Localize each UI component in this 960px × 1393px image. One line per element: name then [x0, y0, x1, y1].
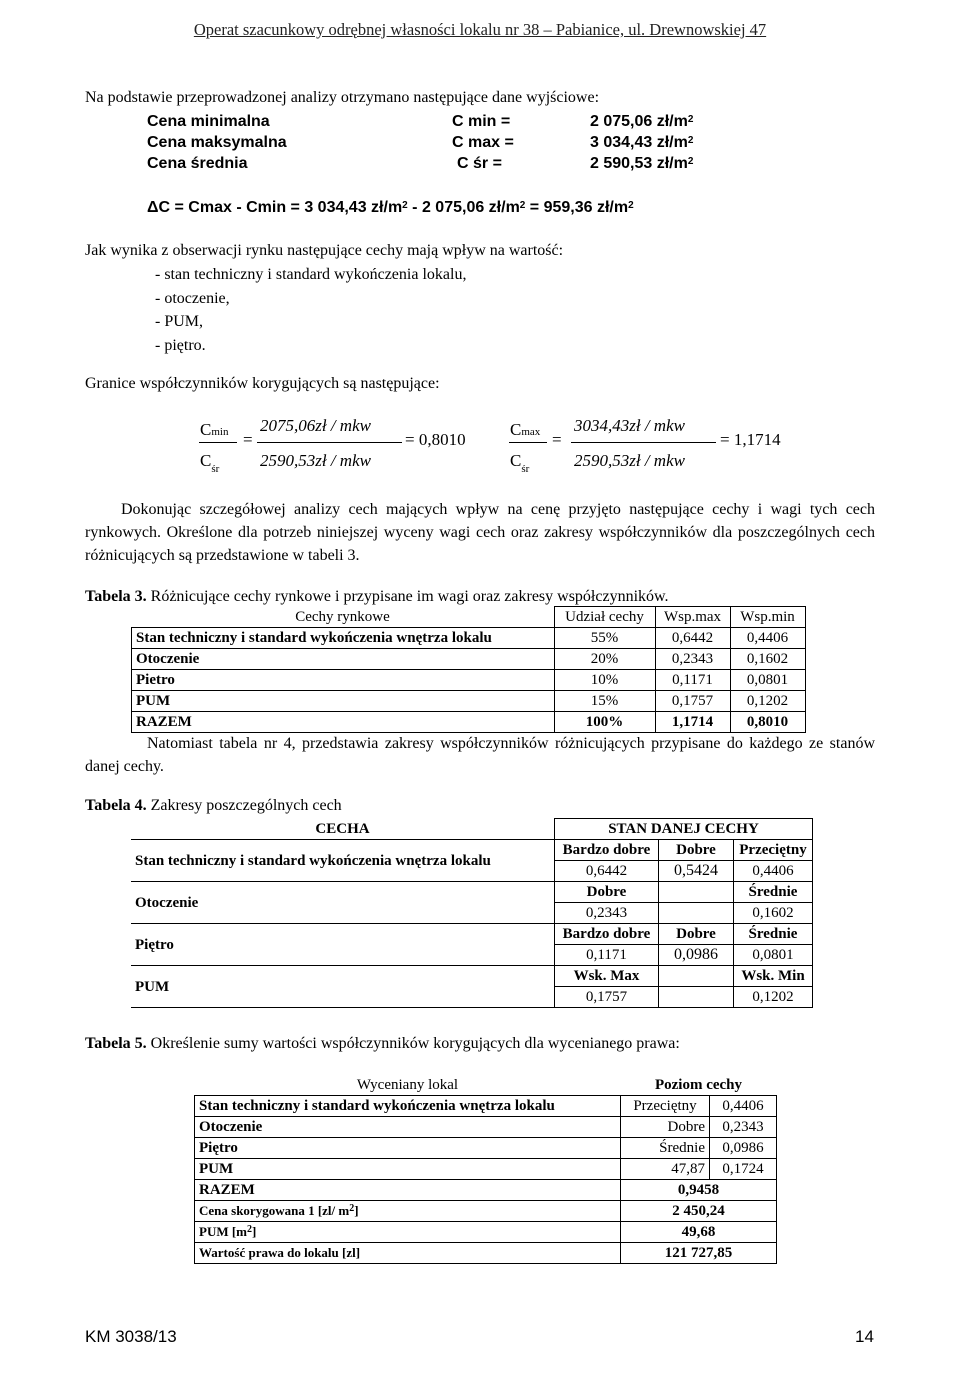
feature-item: - otoczenie,	[155, 290, 230, 307]
table5-cell: Otoczenie	[195, 1117, 621, 1138]
table3-cell: 0,1202	[730, 691, 805, 712]
table3-cell: 15%	[554, 691, 655, 712]
table5-header-lokal: Wyceniany lokal	[195, 1075, 621, 1096]
table3-cell: RAZEM	[132, 712, 555, 733]
table5-cell: 0,4406	[710, 1096, 777, 1117]
table-row	[195, 1096, 777, 1117]
table-row	[131, 966, 813, 987]
table5-razem-label: RAZEM	[195, 1180, 621, 1201]
table3-header: Wsp.min	[730, 607, 805, 628]
price-min-label: Cena minimalna	[147, 113, 270, 130]
table-row	[195, 1117, 777, 1138]
formula1-bar	[257, 442, 402, 443]
table4-state-label: Dobre	[659, 924, 734, 945]
price-avg-value: 2 590,53 $zł/m^2$	[590, 155, 694, 172]
table5-cell: 0,0986	[710, 1138, 777, 1159]
table5-cell: Przeciętny	[621, 1096, 710, 1117]
formula1-c-bot: $C_{śr}$	[200, 451, 220, 475]
intro-text: Na podstawie przeprowadzonej analizy otrzymano następujące dane wyjściowe:	[85, 89, 600, 106]
table4-intro-paragraph: Natomiast tabela nr 4, przedstawia zakresy współczynników różnicujących przypisane do każdego ze stanów danej cechy.	[85, 735, 875, 775]
table5-cell: Stan techniczny i standard wykończenia wnętrza lokalu	[195, 1096, 621, 1117]
formula1-eq: =	[243, 430, 253, 449]
table4-state-value: 0,0801	[734, 945, 813, 966]
table5	[194, 1075, 777, 1264]
table4-state-value: 0,4406	[734, 861, 813, 882]
table3-cell: 0,1171	[655, 670, 730, 691]
table-row	[131, 819, 813, 840]
table5-summary-label: Cena skorygowana 1 [zl/ $m^2$]	[195, 1201, 621, 1222]
price-avg-label: Cena średnia	[147, 155, 248, 172]
table3	[131, 606, 806, 733]
feature-item: - PUM,	[155, 313, 204, 330]
table4-state-label	[659, 966, 734, 987]
formula1-result: = 0,8010	[405, 430, 466, 449]
table4-feature-name: PUM	[131, 966, 555, 1008]
table5-summary-label: Wartość prawa do lokalu [zl]	[195, 1243, 621, 1264]
table4	[131, 818, 813, 1008]
table3-cell: 0,4406	[730, 628, 805, 649]
granice-text: Granice współczynników korygujących są następujące:	[85, 375, 440, 392]
table3-cell: 0,6442	[655, 628, 730, 649]
formula1-numerator: 2075,06zł / mkw	[260, 416, 371, 435]
table4-state-value: 0,1602	[734, 903, 813, 924]
table4-state-label: Wsk. Max	[555, 966, 659, 987]
table4-state-value: 0,6442	[555, 861, 659, 882]
table4-feature-name: Otoczenie	[131, 882, 555, 924]
table-row	[195, 1075, 777, 1096]
table4-state-value: 0,5424	[659, 861, 734, 882]
table3-caption: Tabela 3. Różnicujące cechy rynkowe i przypisane im wagi oraz zakresy współczynników.	[85, 588, 669, 605]
table5-cell: 47,87	[621, 1159, 710, 1180]
table5-summary-value: 2 450,24	[621, 1201, 777, 1222]
table4-state-label: Średnie	[734, 924, 813, 945]
table3-cell: 0,2343	[655, 649, 730, 670]
price-avg-symbol: C śr =	[457, 155, 502, 172]
table5-summary-label: PUM $[m^2]$	[195, 1222, 621, 1243]
table5-cell: 0,1724	[710, 1159, 777, 1180]
table4-state-value: 0,0986	[659, 945, 734, 966]
table4-caption: Tabela 4. Zakresy poszczególnych cech	[85, 797, 342, 814]
features-intro: Jak wynika z obserwacji rynku następujące cechy mają wpływ na wartość:	[85, 242, 564, 259]
page-header: Operat szacunkowy odrębnej własności lokalu nr 38 – Pabianice, ul. Drewnowskiej 47	[193, 20, 767, 39]
table3-cell: 10%	[554, 670, 655, 691]
table4-state-label: Przeciętny	[734, 840, 813, 861]
table-row	[131, 882, 813, 903]
price-min-value: 2 075,06 $zł/m^2$	[590, 113, 694, 130]
table3-cell: Otoczenie	[132, 649, 555, 670]
table-row	[132, 691, 806, 712]
formula2-c-bot: $C_{śr}$	[510, 451, 530, 475]
table-row	[132, 649, 806, 670]
table3-cell: 20%	[554, 649, 655, 670]
table3-cell: Pietro	[132, 670, 555, 691]
table5-caption: Tabela 5. Określenie sumy wartości współczynników korygujących dla wycenianego prawa:	[85, 1035, 680, 1052]
price-min-symbol: C min =	[452, 113, 511, 130]
table-row	[132, 712, 806, 733]
table4-state-label: Wsk. Min	[734, 966, 813, 987]
table5-cell: Piętro	[195, 1138, 621, 1159]
formula1-denominator: 2590,53zł / mkw	[260, 451, 371, 470]
table-row	[195, 1222, 777, 1243]
formula2-numerator: 3034,43zł / mkw	[574, 416, 685, 435]
table3-header: Cechy rynkowe	[295, 608, 390, 625]
table3-cell: 0,0801	[730, 670, 805, 691]
table5-summary-value: 49,68	[621, 1222, 777, 1243]
table5-cell: 0,2343	[710, 1117, 777, 1138]
table4-state-value: 0,1171	[555, 945, 659, 966]
formula1-left-bar	[199, 442, 237, 443]
table-row	[131, 924, 813, 945]
table3-cell: PUM	[132, 691, 555, 712]
table4-feature-name: Piętro	[131, 924, 555, 966]
table4-state-value	[659, 987, 734, 1008]
table5-summary-value: 121 727,85	[621, 1243, 777, 1264]
table-row	[195, 1138, 777, 1159]
table4-state-value: 0,1202	[734, 987, 813, 1008]
price-max-symbol: C max =	[452, 134, 514, 151]
analysis-paragraph: Dokonując szczegółowej analizy cech mających wpływ na cenę przyjęto następujące cechy i wagi tych cech rynkowych. Określone dla potrzeb niniejszej wyceny wagi cech oraz zakresy współczynników dla poszczególnych cech różnicujących są przedstawione w tabeli 3.	[85, 501, 875, 564]
footer-doc-number: KM 3038/13	[85, 1327, 177, 1346]
formula2-c-top: Cmax	[510, 420, 541, 439]
table-row	[195, 1201, 777, 1222]
table3-cell: 0,8010	[730, 712, 805, 733]
table4-state-label	[659, 882, 734, 903]
feature-item: - stan techniczny i standard wykończenia lokalu,	[155, 266, 467, 283]
table5-razem-value: 0,9458	[621, 1180, 777, 1201]
table4-header-stan: STAN DANEJ CECHY	[555, 819, 813, 840]
price-max-value: 3 034,43 $zł/m^2$	[590, 134, 694, 151]
table4-state-label: Bardzo dobre	[555, 840, 659, 861]
table-row	[195, 1159, 777, 1180]
footer-page-number: 14	[855, 1327, 874, 1346]
delta-line: ΔC = Cmax - Cmin = 3 034,43 $zł/m^2 - 2$ 075,06 $zł/m^2 = 959,36$ $zł/m^2$	[147, 199, 634, 216]
table-row	[195, 1243, 777, 1264]
formula2-left-bar	[509, 442, 547, 443]
feature-item: - piętro.	[155, 337, 206, 354]
table4-state-value	[659, 903, 734, 924]
formula2-result: = 1,1714	[720, 430, 781, 449]
table5-cell: Dobre	[621, 1117, 710, 1138]
table3-cell: 0,1602	[730, 649, 805, 670]
table4-state-value: 0,2343	[555, 903, 659, 924]
table4-state-label: Bardzo dobre	[555, 924, 659, 945]
table5-cell: Średnie	[621, 1138, 710, 1159]
table4-feature-name: Stan techniczny i standard wykończenia wnętrza lokalu	[131, 840, 555, 882]
table-row	[131, 840, 813, 861]
table4-header-cecha: CECHA	[131, 819, 555, 840]
table-row	[132, 607, 806, 628]
table3-cell: 55%	[554, 628, 655, 649]
table-row	[132, 670, 806, 691]
formula2-denominator: 2590,53zł / mkw	[574, 451, 685, 470]
table-row	[132, 628, 806, 649]
table3-cell: Stan techniczny i standard wykończenia wnętrza lokalu	[132, 628, 555, 649]
table-row	[195, 1180, 777, 1201]
table4-state-label: Średnie	[734, 882, 813, 903]
table3-cell: 100%	[554, 712, 655, 733]
price-max-label: Cena maksymalna	[147, 134, 287, 151]
formula1-c-top: Cmin	[200, 420, 229, 439]
table3-cell: 1,1714	[655, 712, 730, 733]
table3-header: Udział cechy	[554, 607, 655, 628]
formula2-eq: =	[552, 430, 562, 449]
table4-state-value: 0,1757	[555, 987, 659, 1008]
table4-state-label: Dobre	[555, 882, 659, 903]
formula2-bar	[571, 442, 716, 443]
table5-cell: PUM	[195, 1159, 621, 1180]
table3-header: Wsp.max	[655, 607, 730, 628]
table4-state-label: Dobre	[659, 840, 734, 861]
table3-cell: 0,1757	[655, 691, 730, 712]
table5-header-poziom: Poziom cechy	[621, 1075, 777, 1096]
